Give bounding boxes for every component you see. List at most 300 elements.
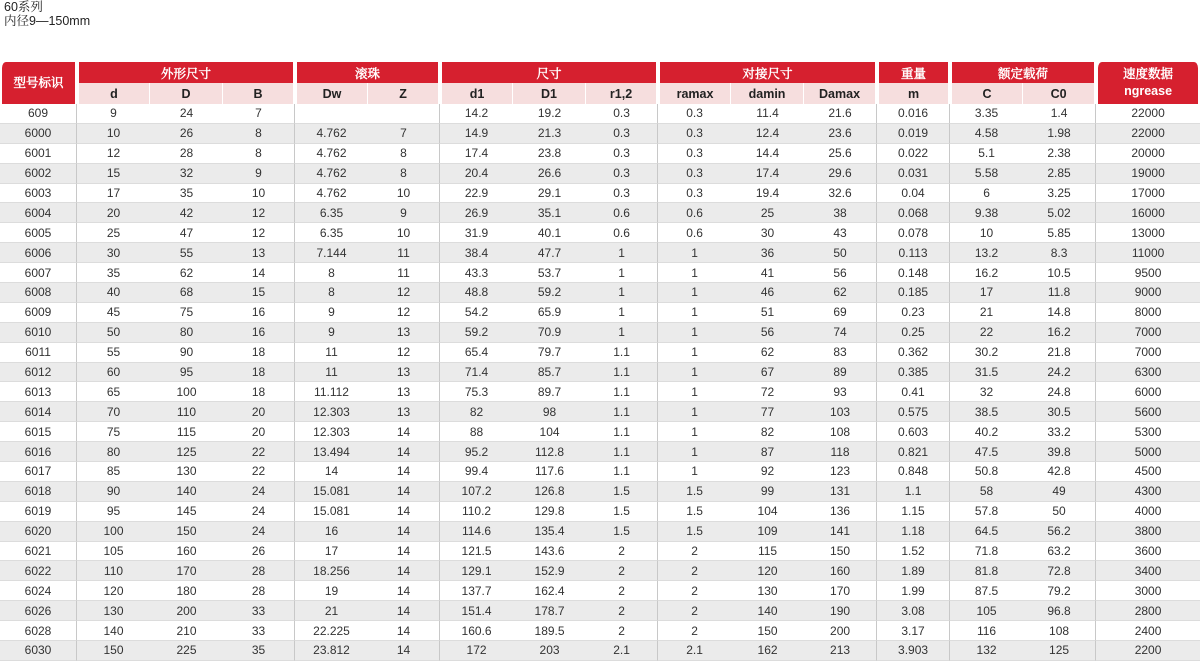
table-cell: 137.7	[440, 581, 513, 601]
table-cell: 9	[368, 203, 440, 223]
table-cell: 9000	[1096, 283, 1200, 303]
header-ball: 滚珠	[295, 62, 440, 83]
table-cell: 40.1	[513, 223, 586, 243]
table-row	[0, 621, 1200, 641]
table-cell: 16.2	[950, 263, 1023, 283]
table-cell: 140	[77, 621, 150, 641]
table-body	[0, 104, 1200, 661]
table-cell: 1.1	[877, 482, 950, 502]
table-cell: 141	[804, 522, 877, 542]
table-cell: 130	[77, 601, 150, 621]
table-cell: 3000	[1096, 581, 1200, 601]
table-cell: 1.5	[658, 502, 731, 522]
table-cell: 1	[658, 402, 731, 422]
table-cell: 0.019	[877, 124, 950, 144]
table-cell: 38.4	[440, 243, 513, 263]
table-cell: 11.8	[1023, 283, 1096, 303]
table-row	[0, 581, 1200, 601]
table-cell: 2400	[1096, 621, 1200, 641]
table-cell: 38.5	[950, 402, 1023, 422]
table-cell: 87.5	[950, 581, 1023, 601]
table-cell: 5.58	[950, 164, 1023, 184]
table-cell: 50	[77, 323, 150, 343]
table-row	[0, 323, 1200, 343]
table-cell: 21	[950, 303, 1023, 323]
table-cell: 20	[223, 402, 295, 422]
table-cell: 11000	[1096, 243, 1200, 263]
table-cell: 3.903	[877, 641, 950, 661]
table-cell: 1	[586, 323, 658, 343]
table-cell: 14	[368, 482, 440, 502]
table-cell: 26.6	[513, 164, 586, 184]
table-cell: 0.6	[586, 203, 658, 223]
table-cell: 87	[731, 442, 804, 462]
table-cell: 151.4	[440, 601, 513, 621]
table-cell: 11.4	[731, 104, 804, 124]
table-cell: 1	[658, 363, 731, 383]
table-cell: 8	[368, 164, 440, 184]
table-cell: 0.3	[586, 164, 658, 184]
bore-range: 内径9—150mm	[4, 14, 91, 28]
model-cell: 6011	[0, 343, 77, 363]
table-cell: 43	[804, 223, 877, 243]
table-cell: 8000	[1096, 303, 1200, 323]
table-cell: 23.8	[513, 144, 586, 164]
table-cell: 35.1	[513, 203, 586, 223]
table-cell: 14	[368, 561, 440, 581]
table-cell: 42.8	[1023, 462, 1096, 482]
table-cell: 135.4	[513, 522, 586, 542]
table-cell: 88	[440, 422, 513, 442]
table-cell: 24	[223, 482, 295, 502]
table-cell: 0.25	[877, 323, 950, 343]
table-cell: 77	[731, 402, 804, 422]
table-cell: 1.1	[586, 422, 658, 442]
table-cell: 0.3	[586, 124, 658, 144]
table-cell: 15.081	[295, 482, 368, 502]
table-cell: 50	[1023, 502, 1096, 522]
table-cell: 3.17	[877, 621, 950, 641]
table-cell: 65.9	[513, 303, 586, 323]
table-cell: 17000	[1096, 184, 1200, 204]
table-cell: 1	[658, 283, 731, 303]
table-cell: 8	[368, 144, 440, 164]
table-cell: 2200	[1096, 641, 1200, 661]
table-cell: 10.5	[1023, 263, 1096, 283]
table-cell: 6.35	[295, 223, 368, 243]
table-cell: 150	[150, 522, 223, 542]
table-cell: 83	[804, 343, 877, 363]
table-cell: 1	[658, 343, 731, 363]
table-row	[0, 522, 1200, 542]
table-cell: 4500	[1096, 462, 1200, 482]
table-cell: 20000	[1096, 144, 1200, 164]
table-cell: 56.2	[1023, 522, 1096, 542]
table-cell: 112.8	[513, 442, 586, 462]
subheader-m: m	[877, 83, 950, 104]
model-cell: 6012	[0, 363, 77, 383]
table-cell: 140	[150, 482, 223, 502]
table-cell: 136	[804, 502, 877, 522]
table-cell: 0.068	[877, 203, 950, 223]
model-cell: 6018	[0, 482, 77, 502]
table-cell: 19.2	[513, 104, 586, 124]
subheader-C: C	[950, 83, 1023, 104]
table-cell: 130	[150, 462, 223, 482]
table-cell: 0.6	[658, 223, 731, 243]
table-cell: 109	[731, 522, 804, 542]
table-cell: 22.225	[295, 621, 368, 641]
table-cell: 172	[440, 641, 513, 661]
table-row	[0, 402, 1200, 422]
table-cell: 53.7	[513, 263, 586, 283]
table-cell: 89	[804, 363, 877, 383]
table-cell: 9	[295, 323, 368, 343]
table-cell: 69	[804, 303, 877, 323]
table-cell: 132	[950, 641, 1023, 661]
header-weight: 重量	[877, 62, 950, 83]
table-cell: 28	[223, 561, 295, 581]
table-cell: 170	[150, 561, 223, 581]
table-cell: 90	[150, 343, 223, 363]
table-cell: 22.9	[440, 184, 513, 204]
table-cell: 1.5	[586, 482, 658, 502]
table-cell: 6.35	[295, 203, 368, 223]
table-cell: 0.3	[658, 184, 731, 204]
table-cell: 70	[77, 402, 150, 422]
table-cell: 0.603	[877, 422, 950, 442]
table-cell: 24.8	[1023, 382, 1096, 402]
table-cell: 31.9	[440, 223, 513, 243]
table-cell: 8	[295, 263, 368, 283]
bearing-spec-table	[0, 62, 1200, 661]
table-cell: 93	[804, 382, 877, 402]
table-cell	[295, 104, 368, 124]
table-cell: 12	[223, 203, 295, 223]
table-cell: 28	[150, 144, 223, 164]
table-cell: 2.38	[1023, 144, 1096, 164]
table-cell: 29.6	[804, 164, 877, 184]
table-cell: 95.2	[440, 442, 513, 462]
table-cell: 0.3	[658, 164, 731, 184]
table-cell: 0.3	[586, 144, 658, 164]
table-cell: 11.112	[295, 382, 368, 402]
table-cell: 14.2	[440, 104, 513, 124]
table-cell: 1	[586, 263, 658, 283]
table-cell: 190	[804, 601, 877, 621]
table-cell: 0.3	[586, 184, 658, 204]
table-cell: 17.4	[440, 144, 513, 164]
model-cell: 6016	[0, 442, 77, 462]
table-cell: 65	[77, 382, 150, 402]
table-cell: 7	[223, 104, 295, 124]
table-cell: 47	[150, 223, 223, 243]
header-model: 型号标识	[0, 62, 77, 104]
table-cell: 35	[77, 263, 150, 283]
table-cell: 120	[731, 561, 804, 581]
table-cell: 15	[223, 283, 295, 303]
table-cell: 47.7	[513, 243, 586, 263]
table-cell: 12	[368, 343, 440, 363]
table-cell: 213	[804, 641, 877, 661]
table-cell: 9	[77, 104, 150, 124]
table-cell: 32	[150, 164, 223, 184]
table-cell: 22	[223, 462, 295, 482]
subheader-Damax: Damax	[804, 83, 877, 104]
table-cell: 104	[731, 502, 804, 522]
model-cell: 6005	[0, 223, 77, 243]
table-cell: 2	[586, 581, 658, 601]
table-cell: 13000	[1096, 223, 1200, 243]
table-cell: 55	[150, 243, 223, 263]
table-cell: 4.762	[295, 144, 368, 164]
table-cell: 1	[658, 422, 731, 442]
table-cell: 189.5	[513, 621, 586, 641]
table-cell: 108	[1023, 621, 1096, 641]
table-cell: 11	[368, 243, 440, 263]
table-cell: 12.4	[731, 124, 804, 144]
table-cell: 117.6	[513, 462, 586, 482]
subheader-Dw: Dw	[295, 83, 368, 104]
table-row	[0, 442, 1200, 462]
table-cell: 16	[223, 323, 295, 343]
table-cell: 110.2	[440, 502, 513, 522]
table-cell: 115	[731, 542, 804, 562]
table-cell: 11	[295, 343, 368, 363]
model-cell: 6019	[0, 502, 77, 522]
table-cell: 131	[804, 482, 877, 502]
table-cell: 28	[223, 581, 295, 601]
table-cell: 0.3	[586, 104, 658, 124]
table-cell: 2.1	[586, 641, 658, 661]
table-cell: 1.1	[586, 382, 658, 402]
model-cell: 6017	[0, 462, 77, 482]
table-cell: 75.3	[440, 382, 513, 402]
model-cell: 6013	[0, 382, 77, 402]
table-cell: 170	[804, 581, 877, 601]
table-row	[0, 164, 1200, 184]
table-cell: 9	[223, 164, 295, 184]
table-cell: 150	[804, 542, 877, 562]
table-cell: 14	[368, 542, 440, 562]
table-cell: 3800	[1096, 522, 1200, 542]
table-cell: 1.52	[877, 542, 950, 562]
table-cell: 1	[658, 263, 731, 283]
table-cell: 89.7	[513, 382, 586, 402]
table-cell: 62	[150, 263, 223, 283]
table-cell: 4.762	[295, 164, 368, 184]
table-row	[0, 462, 1200, 482]
table-cell: 80	[77, 442, 150, 462]
table-cell: 7000	[1096, 323, 1200, 343]
table-cell	[368, 104, 440, 124]
table-cell: 1.5	[658, 522, 731, 542]
table-cell: 43.3	[440, 263, 513, 283]
table-cell: 10	[368, 184, 440, 204]
table-cell: 41	[731, 263, 804, 283]
model-cell: 6022	[0, 561, 77, 581]
table-cell: 0.185	[877, 283, 950, 303]
table-row	[0, 124, 1200, 144]
table-cell: 30.2	[950, 343, 1023, 363]
table-cell: 200	[150, 601, 223, 621]
table-cell: 35	[150, 184, 223, 204]
table-cell: 14	[295, 462, 368, 482]
table-cell: 22	[950, 323, 1023, 343]
table-cell: 79.7	[513, 343, 586, 363]
table-cell: 126.8	[513, 482, 586, 502]
table-cell: 22000	[1096, 124, 1200, 144]
table-row	[0, 542, 1200, 562]
table-cell: 31.5	[950, 363, 1023, 383]
table-cell: 0.022	[877, 144, 950, 164]
table-cell: 26	[150, 124, 223, 144]
table-cell: 5.1	[950, 144, 1023, 164]
table-cell: 17	[295, 542, 368, 562]
table-cell: 16000	[1096, 203, 1200, 223]
table-cell: 1	[658, 462, 731, 482]
subheader-ramax: ramax	[658, 83, 731, 104]
table-cell: 10	[950, 223, 1023, 243]
table-cell: 10	[368, 223, 440, 243]
header-size: 尺寸	[440, 62, 658, 83]
table-cell: 12	[368, 283, 440, 303]
model-cell: 6001	[0, 144, 77, 164]
table-cell: 150	[731, 621, 804, 641]
model-cell: 6009	[0, 303, 77, 323]
table-cell: 42	[150, 203, 223, 223]
table-cell: 17	[950, 283, 1023, 303]
table-cell: 10	[223, 184, 295, 204]
table-cell: 4000	[1096, 502, 1200, 522]
table-cell: 29.1	[513, 184, 586, 204]
table-cell: 4.762	[295, 124, 368, 144]
table-cell: 2	[586, 561, 658, 581]
table-row	[0, 184, 1200, 204]
table-cell: 56	[731, 323, 804, 343]
table-cell: 71.4	[440, 363, 513, 383]
table-row	[0, 482, 1200, 502]
table-cell: 1.98	[1023, 124, 1096, 144]
table-cell: 74	[804, 323, 877, 343]
table-row	[0, 363, 1200, 383]
subheader-r12: r1,2	[586, 83, 658, 104]
model-cell: 6006	[0, 243, 77, 263]
table-cell: 1.4	[1023, 104, 1096, 124]
model-cell: 609	[0, 104, 77, 124]
table-cell: 14	[368, 502, 440, 522]
table-cell: 12.303	[295, 422, 368, 442]
table-cell: 0.3	[658, 144, 731, 164]
table-cell: 13	[368, 402, 440, 422]
table-cell: 2	[658, 542, 731, 562]
table-cell: 24.2	[1023, 363, 1096, 383]
table-cell: 0.6	[586, 223, 658, 243]
table-cell: 21.6	[804, 104, 877, 124]
table-cell: 13	[368, 382, 440, 402]
table-cell: 95	[77, 502, 150, 522]
table-cell: 33.2	[1023, 422, 1096, 442]
table-cell: 17.4	[731, 164, 804, 184]
table-cell: 1.1	[586, 462, 658, 482]
table-cell: 70.9	[513, 323, 586, 343]
table-cell: 17	[77, 184, 150, 204]
table-cell: 10	[77, 124, 150, 144]
table-cell: 8.3	[1023, 243, 1096, 263]
table-cell: 40.2	[950, 422, 1023, 442]
table-cell: 18	[223, 343, 295, 363]
table-cell: 38	[804, 203, 877, 223]
table-cell: 2	[658, 561, 731, 581]
table-cell: 14	[368, 442, 440, 462]
table-cell: 225	[150, 641, 223, 661]
table-cell: 2800	[1096, 601, 1200, 621]
table-row	[0, 203, 1200, 223]
table-cell: 2	[658, 621, 731, 641]
table-cell: 11	[295, 363, 368, 383]
table-row	[0, 263, 1200, 283]
subheader-d1: d1	[440, 83, 513, 104]
table-cell: 20	[77, 203, 150, 223]
table-cell: 8	[223, 144, 295, 164]
table-cell: 129.8	[513, 502, 586, 522]
table-cell: 1.15	[877, 502, 950, 522]
table-cell: 35	[223, 641, 295, 661]
table-cell: 57.8	[950, 502, 1023, 522]
table-cell: 16	[223, 303, 295, 323]
table-cell: 11	[368, 263, 440, 283]
table-cell: 20.4	[440, 164, 513, 184]
table-cell: 118	[804, 442, 877, 462]
table-cell: 49	[1023, 482, 1096, 502]
table-cell: 0.3	[658, 104, 731, 124]
table-cell: 110	[150, 402, 223, 422]
table-cell: 75	[150, 303, 223, 323]
table-cell: 33	[223, 601, 295, 621]
model-cell: 6008	[0, 283, 77, 303]
table-cell: 16	[295, 522, 368, 542]
table-cell: 1.1	[586, 402, 658, 422]
table-cell: 81.8	[950, 561, 1023, 581]
table-cell: 20	[223, 422, 295, 442]
table-cell: 3400	[1096, 561, 1200, 581]
model-cell: 6003	[0, 184, 77, 204]
table-cell: 21	[295, 601, 368, 621]
subheader-Z: Z	[368, 83, 440, 104]
table-cell: 1.89	[877, 561, 950, 581]
table-cell: 2	[586, 542, 658, 562]
table-cell: 25	[731, 203, 804, 223]
table-cell: 4.58	[950, 124, 1023, 144]
table-cell: 82	[440, 402, 513, 422]
table-cell: 129.1	[440, 561, 513, 581]
table-cell: 140	[731, 601, 804, 621]
table-cell: 96.8	[1023, 601, 1096, 621]
table-cell: 80	[150, 323, 223, 343]
table-cell: 0.04	[877, 184, 950, 204]
table-cell: 13.494	[295, 442, 368, 462]
table-cell: 18.256	[295, 561, 368, 581]
table-cell: 9.38	[950, 203, 1023, 223]
table-cell: 6300	[1096, 363, 1200, 383]
table-cell: 30	[77, 243, 150, 263]
table-cell: 9500	[1096, 263, 1200, 283]
table-cell: 99	[731, 482, 804, 502]
table-cell: 24	[223, 502, 295, 522]
table-cell: 152.9	[513, 561, 586, 581]
table-cell: 16.2	[1023, 323, 1096, 343]
table-cell: 13	[368, 323, 440, 343]
